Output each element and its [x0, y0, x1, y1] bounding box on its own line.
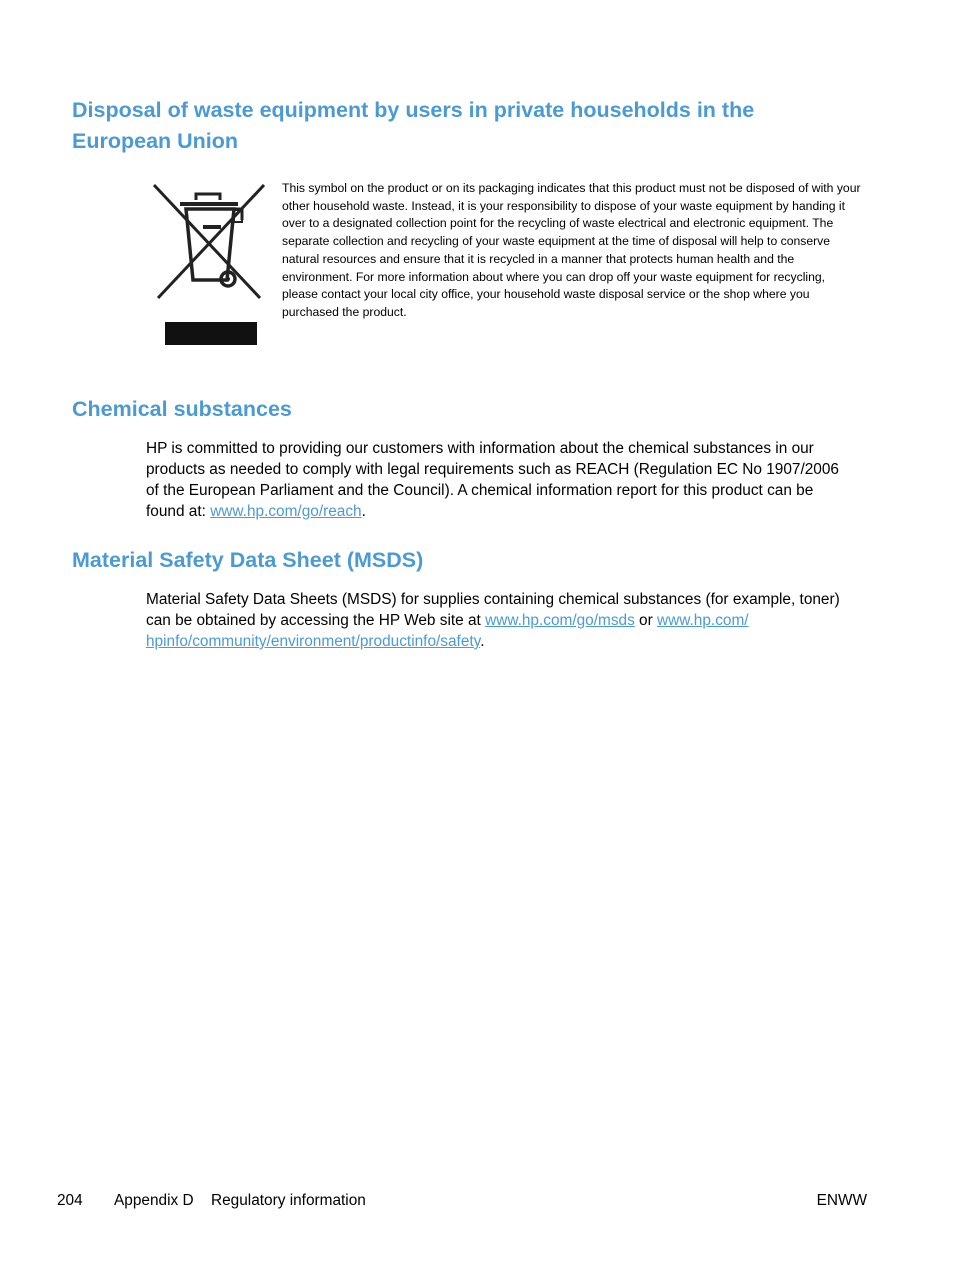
msds-text-end: .: [480, 633, 485, 650]
heading-disposal: Disposal of waste equipment by users in private households in the European Union: [72, 98, 755, 153]
footer-section: Regulatory information: [211, 1192, 366, 1209]
footer-locale: ENWW: [816, 1192, 867, 1209]
page-footer: [57, 1191, 867, 1211]
disposal-description: This symbol on the product or on its packaging indicates that this product must not be disposed of with your other household waste. Instead, it is your responsibility to dispose of your waste equipment by handing it over to a designated collection point for the recycling of waste electrical and electronic equipment. The separate collection and recycling of your waste equipment at the time of disposal will help to conserve natural resources and ensure that it is recycled in a manner that protects human health and the environment. For more information about where you can drop off your waste equipment for recycling, please contact your local city office, your household waste disposal service or the shop where you purchased the product.: [282, 181, 861, 319]
footer-appendix: Appendix D: [114, 1192, 194, 1209]
reach-link[interactable]: www.hp.com/go/reach: [210, 503, 362, 520]
msds-text: Material Safety Data Sheets (MSDS) for supplies containing chemical substances (for example, toner) can be obtained by accessing the HP Web site at: [146, 591, 840, 629]
heading-msds: Material Safety Data Sheet (MSDS): [72, 548, 424, 572]
msds-text-middle: or: [634, 612, 658, 629]
chemical-text: HP is committed to providing our customers with information about the chemical substances in our products as needed to comply with legal requirements such as REACH (Regulation EC No 1907/2006 of the European Parliament and the Council). A chemical information report for this product can be found at:: [146, 440, 839, 520]
chemical-text-end: .: [361, 503, 366, 520]
heading-chemical-substances: Chemical substances: [72, 397, 292, 421]
msds-paragraph: [146, 589, 856, 652]
page-number: 204: [57, 1192, 83, 1209]
weee-crossed-out-bin-icon: [150, 180, 268, 348]
safety-link[interactable]: www.hp.com/ hpinfo/community/environment/productinfo/safety: [146, 612, 749, 650]
chemical-paragraph: [146, 438, 856, 522]
msds-link[interactable]: www.hp.com/go/msds: [485, 612, 635, 629]
